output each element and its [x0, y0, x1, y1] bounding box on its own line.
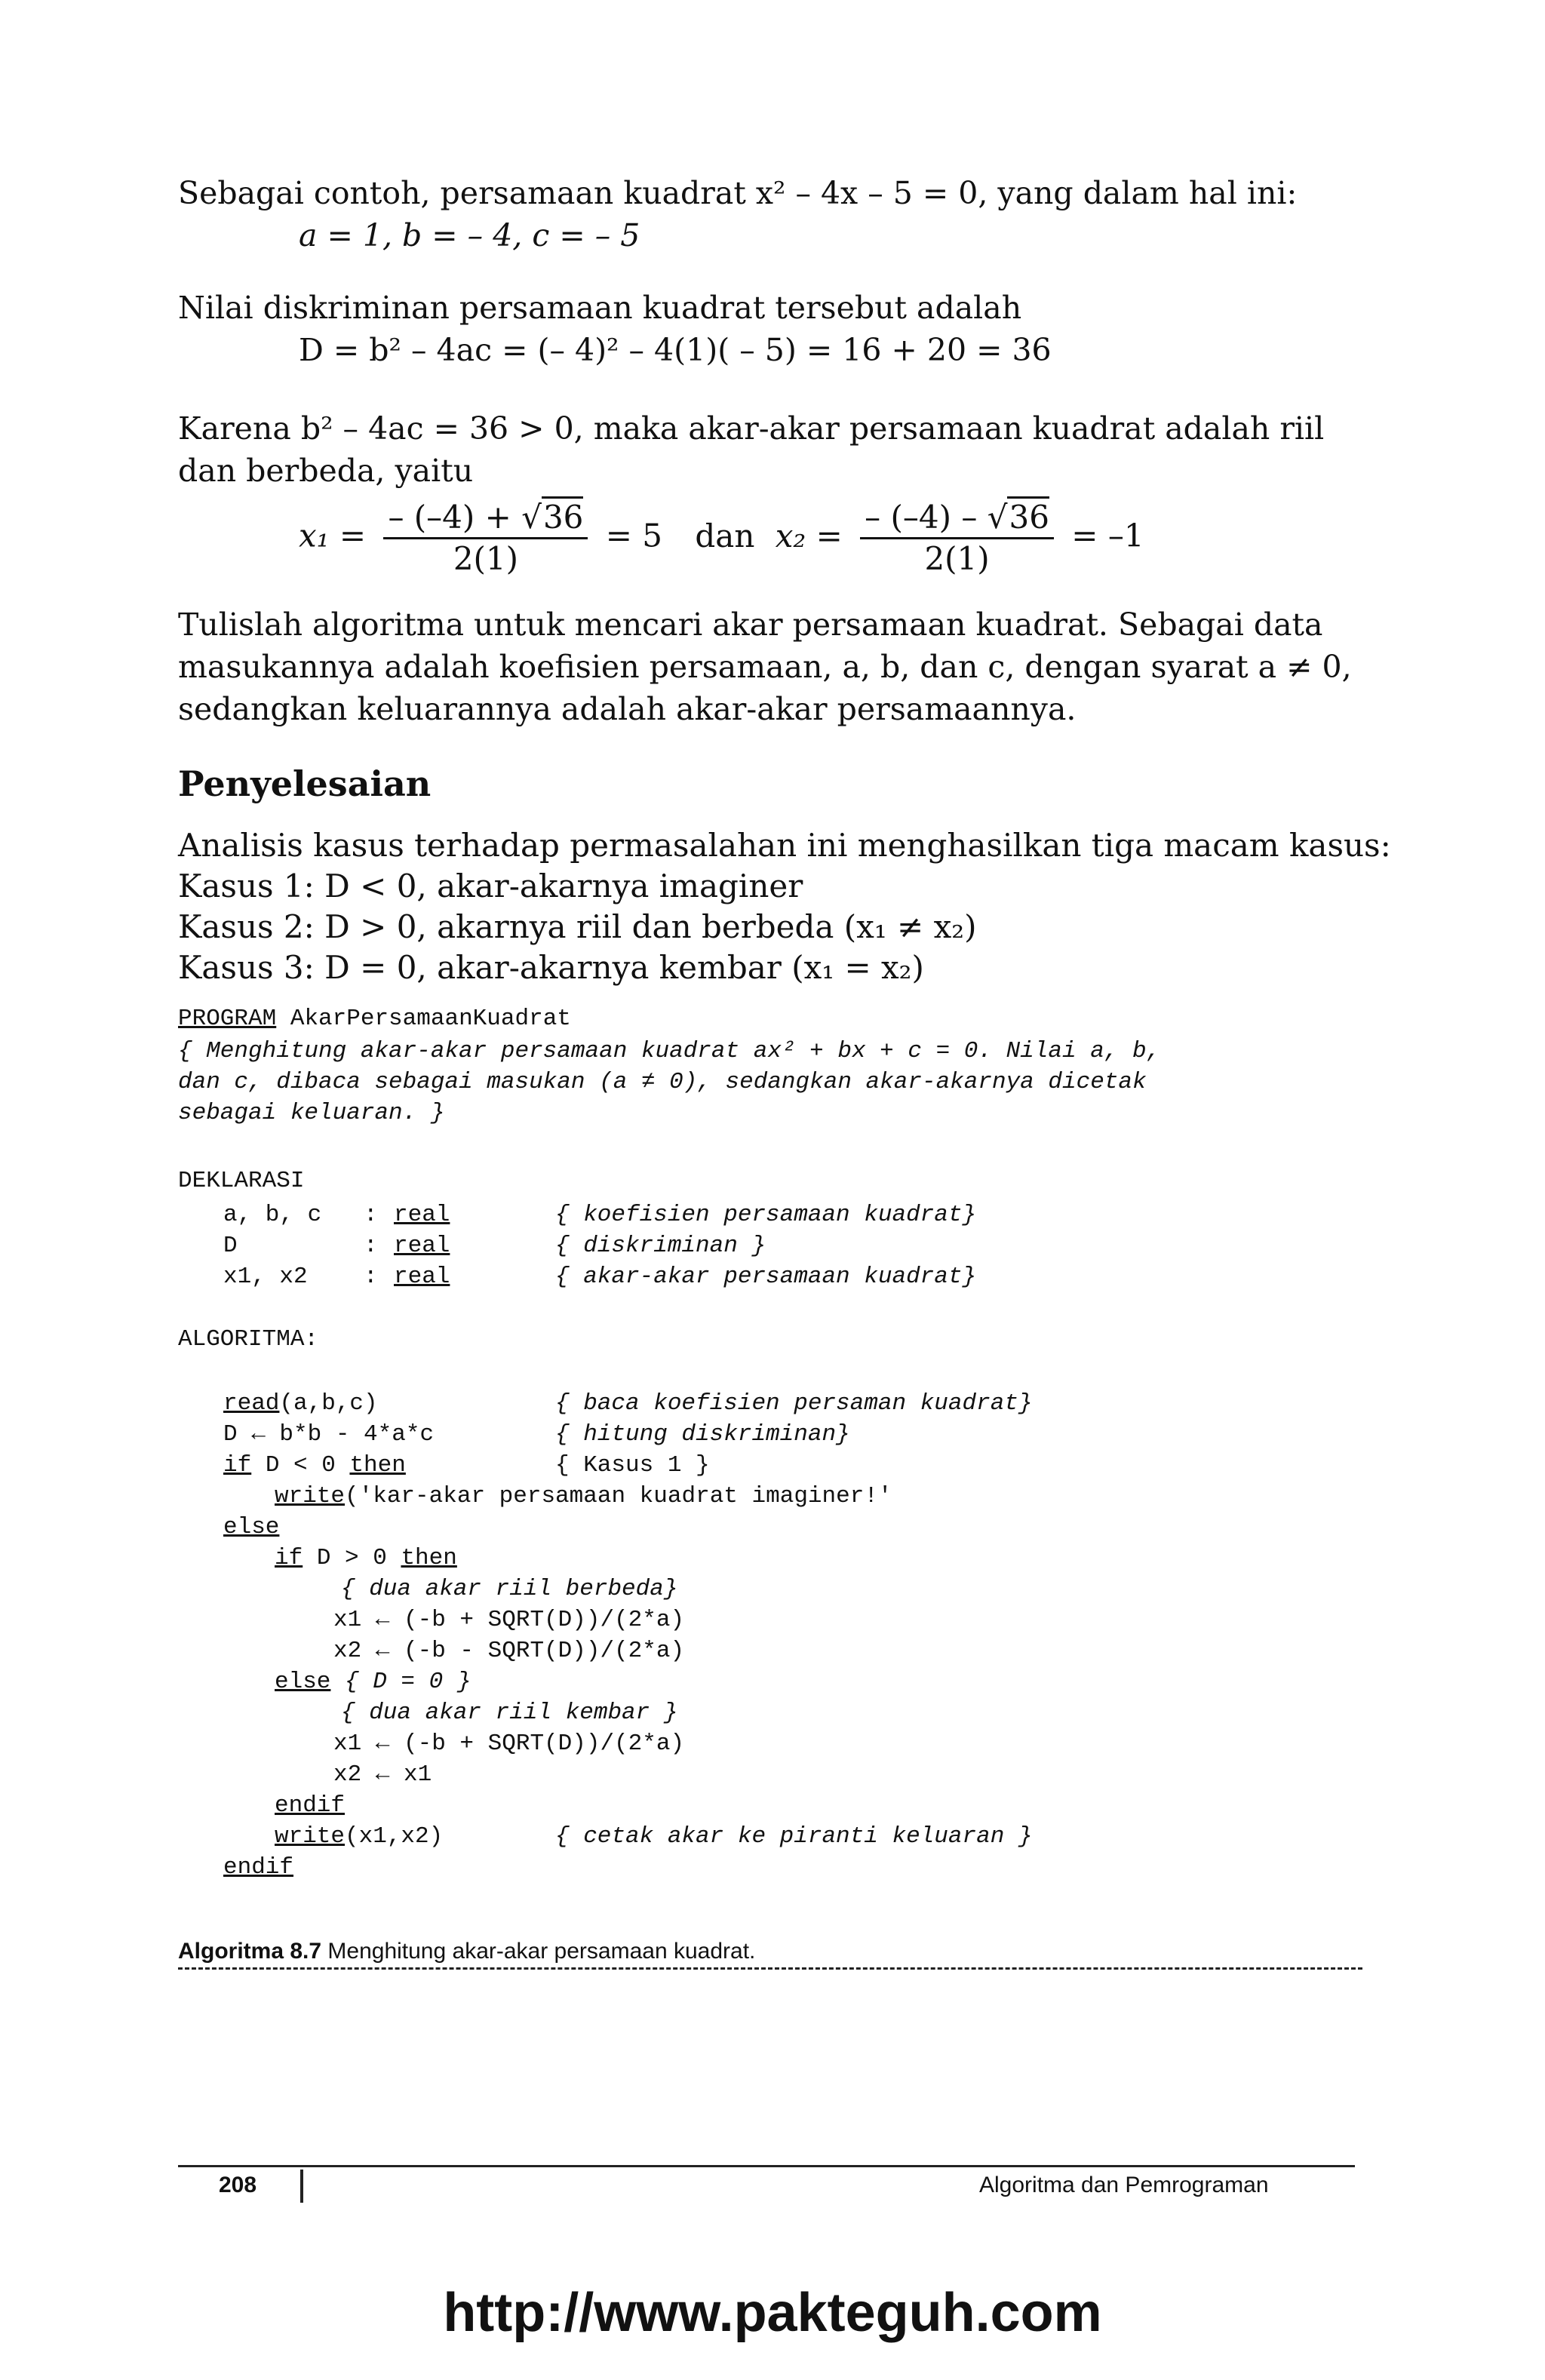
analysis-line: Analisis kasus terhadap permasalahan ini menghasilkan tiga macam kasus: — [178, 827, 1391, 864]
code-line — [223, 1574, 1355, 1605]
write-keyword: write — [275, 1823, 346, 1850]
declaration-row — [223, 1230, 1355, 1261]
declaration-row — [223, 1261, 1355, 1292]
x1-denominator: 2(1) — [453, 540, 519, 577]
x2-radicand: 36 — [1007, 496, 1049, 536]
program-keyword: PROGRAM — [178, 1006, 277, 1032]
read-keyword: read — [223, 1390, 280, 1417]
decl-comment: { koefisien persamaan kuadrat} — [555, 1202, 977, 1228]
endif-keyword: endif — [223, 1854, 294, 1881]
x2-num-text: – (–4) – — [865, 499, 988, 536]
decl-type: real — [394, 1202, 450, 1228]
decl-comment: { diskriminan } — [555, 1233, 766, 1259]
task-paragraph — [178, 603, 1362, 730]
analysis-section — [178, 825, 1391, 988]
program-comment-line: sebagai keluaran. } — [178, 1100, 445, 1126]
code-line — [223, 1790, 1355, 1821]
then-keyword: then — [401, 1545, 457, 1571]
task-line: masukannya adalah koefisien persamaan, a, b, dan c, dengan syarat a ≠ 0, — [178, 649, 1352, 685]
code-line — [223, 1605, 1355, 1635]
program-comment — [178, 1036, 1160, 1129]
code-line — [223, 1821, 1355, 1852]
x2-label: x₂ = — [775, 517, 843, 554]
decl-colon: : — [364, 1233, 378, 1259]
x1-fraction — [383, 498, 588, 579]
decl-type: real — [394, 1233, 450, 1259]
decl-vars: x1, x2 — [223, 1264, 308, 1290]
else-keyword: else — [275, 1669, 331, 1695]
x1-twin: x1 ← (-b + SQRT(D))/(2*a) — [333, 1730, 685, 1757]
if-keyword: if — [223, 1452, 252, 1479]
x2-twin: x2 ← x1 — [333, 1761, 432, 1788]
footer-rule — [178, 2165, 1355, 2167]
case-3: Kasus 3: D = 0, akar-akarnya kembar (x₁ = x₂) — [178, 949, 924, 986]
code-line — [223, 1388, 1355, 1419]
code-line — [223, 1419, 1355, 1450]
code-line — [223, 1635, 1355, 1666]
declaration-row — [223, 1199, 1355, 1230]
algorithm-caption — [178, 1939, 1362, 1970]
else-keyword: else — [223, 1514, 280, 1540]
x2-fraction — [860, 498, 1054, 579]
decl-colon: : — [364, 1264, 378, 1290]
x2-distinct: x2 ← (-b - SQRT(D))/(2*a) — [333, 1638, 685, 1664]
task-line: Tulislah algoritma untuk mencari akar persamaan kuadrat. Sebagai data — [178, 607, 1323, 643]
code-line — [223, 1666, 1355, 1697]
program-comment-line: { Menghitung akar-akar persamaan kuadrat ax² + bx + c = 0. Nilai a, b, — [178, 1038, 1161, 1064]
page-number: 208 — [219, 2173, 257, 2197]
program-header — [178, 1003, 571, 1034]
caption-text: Menghitung akar-akar persamaan kuadrat. — [321, 1939, 756, 1964]
case-1: Kasus 1: D < 0, akar-akarnya imaginer — [178, 868, 803, 904]
decl-vars: D — [223, 1233, 238, 1259]
case-2: Kasus 2: D > 0, akarnya riil dan berbeda (x₁ ≠ x₂) — [178, 908, 977, 945]
code-line — [223, 1481, 1355, 1512]
algorithm-title: ALGORITMA: — [178, 1326, 319, 1353]
roots-intro-line-1: Karena b² – 4ac = 36 > 0, maka akar-akar persamaan kuadrat adalah riil — [178, 410, 1325, 447]
program-comment-line: dan c, dibaca sebagai masukan (a ≠ 0), sedangkan akar-akarnya dicetak — [178, 1069, 1147, 1095]
section-heading: Penyelesaian — [178, 763, 432, 804]
x2-result: = –1 — [1071, 517, 1144, 554]
coefficients-line: a = 1, b = – 4, c = – 5 — [299, 217, 640, 253]
twin-comment: { dua akar riil kembar } — [341, 1700, 678, 1726]
roots-intro-line-2: dan berbeda, yaitu — [178, 453, 474, 489]
discriminant-calc: D = b² – 4ac = (– 4)² – 4(1)( – 5) = 16 + 20 = 36 — [299, 332, 1052, 368]
decl-comment: { akar-akar persamaan kuadrat} — [555, 1264, 977, 1290]
dan-word: dan — [695, 517, 755, 554]
condition: D > 0 — [303, 1545, 401, 1571]
code-line — [223, 1852, 1355, 1883]
program-name: AkarPersamaanKuadrat — [276, 1006, 571, 1032]
discriminant-assign: D ← b*b - 4*a*c — [223, 1421, 435, 1448]
x1-numerator: – (–4) + √36 — [383, 498, 588, 539]
decl-colon: : — [364, 1202, 378, 1228]
decl-type: real — [394, 1264, 450, 1290]
x2-numerator: – (–4) – √36 — [860, 498, 1054, 539]
root-formula — [299, 498, 1355, 579]
task-line: sedangkan keluarannya adalah akar-akar persamaannya. — [178, 691, 1077, 727]
x1-radicand: 36 — [542, 496, 583, 536]
code-line — [223, 1759, 1355, 1790]
then-keyword: then — [349, 1452, 406, 1479]
condition: D < 0 — [251, 1452, 350, 1479]
read-args: (a,b,c) — [279, 1390, 378, 1417]
caption-label: Algoritma 8.7 — [178, 1939, 322, 1964]
read-comment: { baca koefisien persaman kuadrat} — [555, 1390, 1033, 1417]
example-section — [178, 172, 1362, 256]
write-imaginary: ('kar-akar persamaan kuadrat imaginer!' — [345, 1483, 892, 1509]
declarations-table — [223, 1199, 1355, 1292]
write-keyword: write — [275, 1483, 346, 1509]
if-keyword: if — [275, 1545, 303, 1571]
declarations-title: DEKLARASI — [178, 1168, 305, 1194]
code-line — [223, 1450, 1355, 1481]
discriminant-intro: Nilai diskriminan persamaan kuadrat tersebut adalah — [178, 290, 1022, 326]
website-url[interactable]: http://www.pakteguh.com — [443, 2283, 1102, 2343]
x1-num-text: – (–4) + — [388, 499, 522, 536]
roots-intro — [178, 407, 1362, 492]
distinct-comment: { dua akar riil berbeda} — [341, 1576, 678, 1602]
else-comment: { D = 0 } — [330, 1669, 471, 1695]
code-line — [223, 1543, 1355, 1574]
x2-denominator: 2(1) — [924, 540, 990, 577]
write-comment: { cetak akar ke piranti keluaran } — [555, 1823, 1033, 1850]
code-line — [223, 1697, 1355, 1728]
x1-distinct: x1 ← (-b + SQRT(D))/(2*a) — [333, 1607, 685, 1633]
algorithm-body — [223, 1388, 1355, 1883]
code-line — [223, 1728, 1355, 1759]
footer-divider — [300, 2170, 303, 2203]
book-title: Algoritma dan Pemrograman — [979, 2173, 1269, 2197]
example-intro: Sebagai contoh, persamaan kuadrat x² – 4x – 5 = 0, yang dalam hal ini: — [178, 175, 1298, 211]
decl-vars: a, b, c — [223, 1202, 322, 1228]
x1-result: = 5 — [605, 517, 663, 554]
endif-keyword: endif — [275, 1792, 346, 1819]
x1-label: x₁ = — [299, 517, 367, 554]
discriminant-comment: { hitung diskriminan} — [555, 1421, 850, 1448]
discriminant-section — [178, 287, 1362, 371]
case1-comment: { Kasus 1 } — [555, 1452, 710, 1479]
code-line — [223, 1512, 1355, 1543]
write-args: (x1,x2) — [345, 1823, 444, 1850]
